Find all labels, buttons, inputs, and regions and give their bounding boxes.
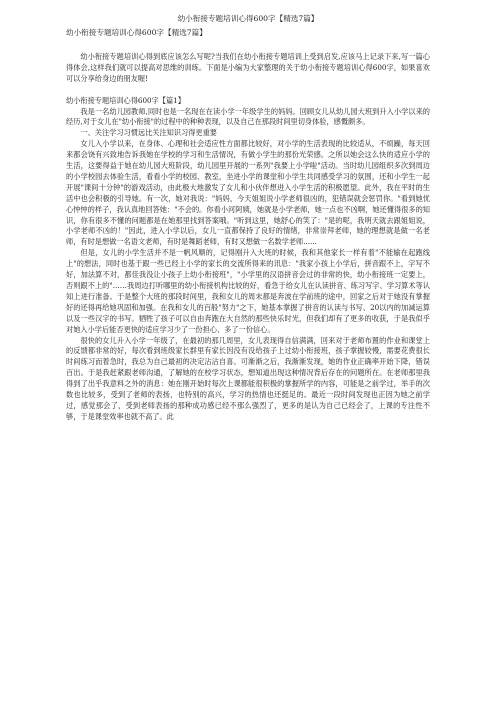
- body-paragraph: 很快的女儿升入小学一年级了，在最初的那几周里，女儿表现得自信满满，回来对于老师布置的作业和课堂上的反馈都非常的好，每次看到班级家长群里有家长因没有没给孩子上过幼小衔接班，孩子掌握较慢，需要花费很长时间练习而着急时，我总为自己最初的决定沾沾自喜。可渐渐之后，我渐渐发现，她的作业正确率开始下降，错误百出。于是我赶紧跟老师沟通，了解她的在校学习状态，想知道出现这种情况背后存在的问题所在。在老师那里我得到了出乎我意料之外的消息：她在刚开始时每次上课都能很积极的掌握所学的内容，可能是之前学过，举手的次数也比较多，受到了老师的表扬，也特别的高兴，学习的热情也还挺足的。最近一段时间发现也正因为她之前学过，感觉那会了，受到老师表扬的那种成功感已经不那么强烈了，更多的是认为自己已经会了，上课的专注性不够，于是课堂效率也就不高了。此: [66, 335, 430, 421]
- body-paragraph: 女儿入小学以来，在身体、心理和社会适应性方面都比较好，对小学的生活表现的比较适从，不烦躁，每天回来都会饶有兴致地告诉我她在学校的学习和生活情况，有做小学生的那份光荣感。之所以她会这么快的适应小学的生活，这要得益于她在幼儿园大班阶段，幼儿园里开展的一系列"我要上小学啦"活动。当时幼儿园组织多次到周边的小学校园去体验生活，看看小学的校园、教室，坐进小学的课堂和小学生共同感受学习的氛围，还和小学生一起开展"课间十分钟"的游戏活动，由此极大地激发了女儿和小伙伴想进入小学生活的积极愿望。此外，我在平时的生活中也会积极的引导她。有一次，她对我说："妈妈，今天姐姐说小学老师很凶的，犯错误就会惩罚你。"看到她忧心忡忡的样子，我认真地回答她："不会的。你看小河阿姨，她就是小学老师，她一点也不凶啊，她还懂得很多的知识，你有很多不懂的问题都是在她那里找到答案哦。"听到这里，她舒心的笑了："是的呢，我明天就去跟姐姐说，小学老师不凶的！"因此，进入小学以后，女儿一直都保持了良好的情绪，非常崇拜老师，她的理想就是做一名老师，有时是想做一名语文老师，有时是舞蹈老师，有时又想做一名数学老师......: [66, 139, 430, 247]
- subheading: 一、关注学习习惯远比关注知识习得更重要: [80, 128, 217, 138]
- body-paragraph: 但是，女儿的小学生活并不是一帆风顺的，记得刚升入大班的时候，我和其他家长一样有着"不能输在起跑线上"的想法，同时也基于跟一些已经上小学的家长的交流所得来的讯息："我家小孩上小学后，拼音跟不上，字写不好，加法算不对，都佳我没让小孩子上幼小衔接班"，"小学里的汉语拼音会过的非常的快，幼小衔接班一定要上，否则跟不上的"……我周边打听哪里的幼小衔接机构比较的好，看急于给女儿在认读拼音、练习写字、学习算术等认知上进行准备。于是整个大班的那段时间里，我和女儿的周末都是奔波在学前班的途中，回家之后对于她没有掌握好的还得再给她巩固和加强。在我和女儿的百般"努力"之下，她基本掌握了拼音的认读与书写、20以内的加减运算以及一些汉字的书写。牺牲了孩子可以自由奔跑在大自然的那些快乐时光，但我们却有了更多的收获，于是我似乎对她入小学后能否更快的适应学习少了一份担心、多了一份信心。: [66, 248, 430, 334]
- document-subtitle: 幼小衔接专题培训心得600字【精选7篇】: [66, 28, 207, 37]
- section-heading: 幼小衔接专题培训心得600字【篇1】: [66, 95, 185, 105]
- body-paragraph: 我是一名幼儿园教师,同时也是一名现在在读小学一年级学生的妈妈。回顾女儿从幼儿园大班到升入小学以来的经历,对于女儿在"幼小衔接"的过程中的种种表现，以及自己在那段时间里切身体验，感慨颇多。: [66, 106, 430, 127]
- intro-paragraph: 幼小衔接专题培训心得到底应该怎么写呢?当我们在幼小衔接专题培训上受到启发,应该马上记录下来,写一篇心得体会,这样我们就可以提高对思维的训练。下面是小编为大家整理的关于幼小衔接专题培训心得600字，如果喜欢可以分享给身边的朋友喔!: [66, 52, 430, 83]
- document-body: [66, 52, 430, 423]
- document-title: 幼小衔接专题培训心得600字【精选7篇】: [177, 14, 319, 23]
